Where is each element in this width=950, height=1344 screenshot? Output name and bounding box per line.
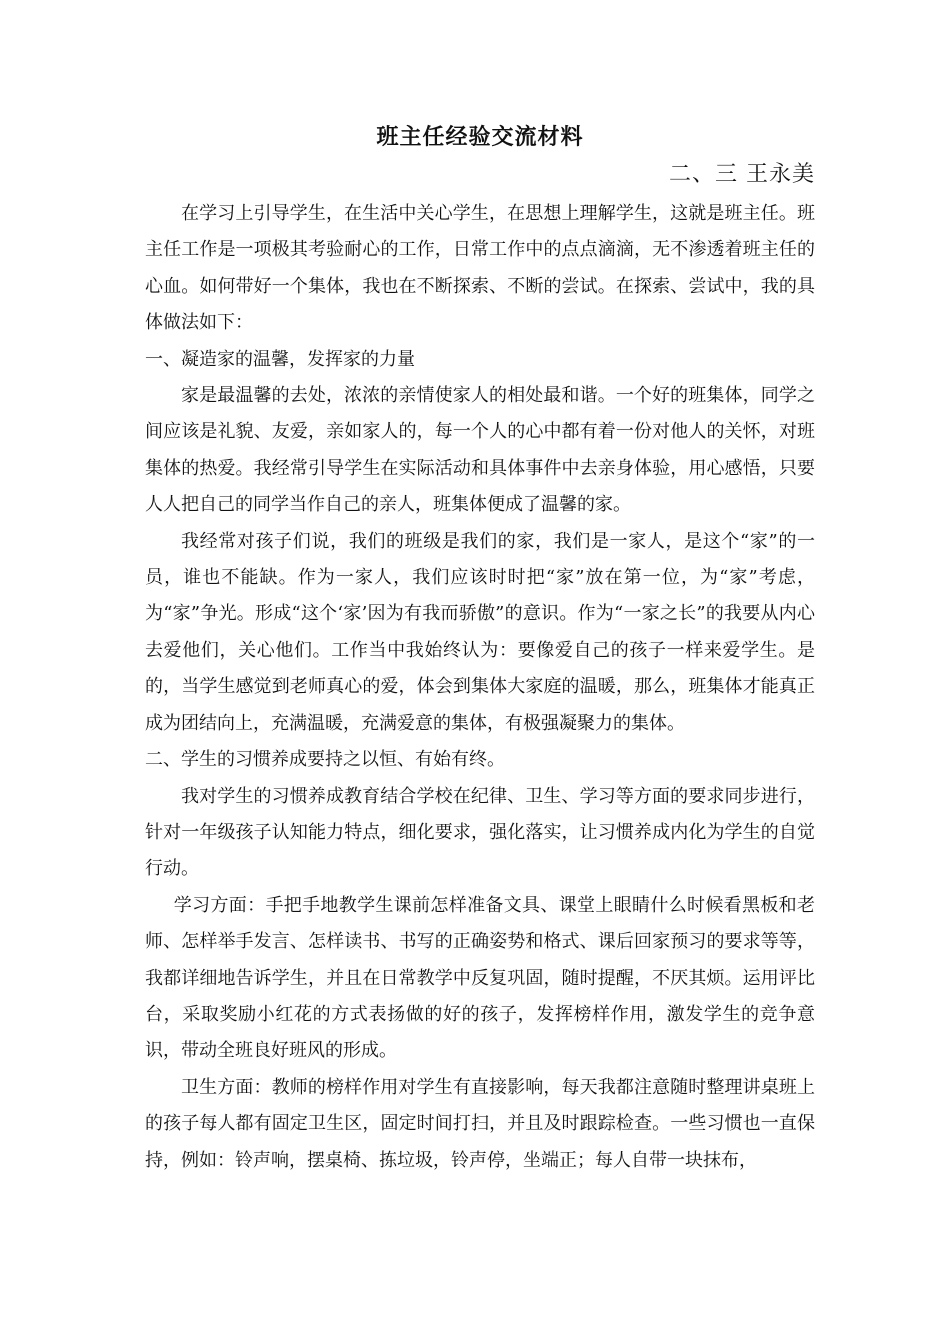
section-2-paragraph-1: 我对学生的习惯养成教育结合学校在纪律、卫生、学习等方面的要求同步进行，针对一年级孩子认知能力特点，细化要求，强化落实，让习惯养成内化为学生的自觉行动。 [145, 785, 815, 880]
intro-paragraph: 在学习上引导学生，在生活中关心学生，在思想上理解学生，这就是班主任。班主任工作是一项极其考验耐心的工作，日常工作中的点点滴滴，无不渗透着班主任的心血。如何带好一个集体，我也在不断探索、不断的尝试。在探索、尝试中，我的具体做法如下： [145, 203, 815, 334]
section-1-paragraph-1: 家是最温馨的去处，浓浓的亲情使家人的相处最和谐。一个好的班集体，同学之间应该是礼貌、友爱，亲如家人的，每一个人的心中都有着一份对他人的关怀，对班集体的热爱。我经常引导学生在实际活动和具体事件中去亲身体验，用心感悟，只要人人把自己的同学当作自己的亲人，班集体便成了温馨的家。 [145, 385, 815, 516]
hygiene-paragraph: 卫生方面：教师的榜样作用对学生有直接影响，每天我都注意随时整理讲桌班上的孩子每人都有固定卫生区，固定时间打扫，并且及时跟踪检查。一些习惯也一直保持，例如：铃声响，摆桌椅、拣垃圾，铃声停，坐端正；每人自带一块抹布， [145, 1076, 815, 1171]
section-heading-2: 二、学生的习惯养成要持之以恒、有始有终。 [145, 749, 505, 771]
section-1-paragraph-2: 我经常对孩子们说，我们的班级是我们的家，我们是一家人，是这个“家”的一员，谁也不能缺。作为一家人，我们应该时时把“家”放在第一位，为“家”考虑，为“家”争光。形成“这个‘家’因为有我而骄傲”的意识。作为“一家之长”的我要从内心去爱他们，关心他们。工作当中我始终认为：要像爱自己的孩子一样来爱学生。是的，当学生感觉到老师真心的爱，体会到集体大家庭的温暖，那么，班集体才能真正成为团结向上，充满温暖，充满爱意的集体，有极强凝聚力的集体。 [145, 530, 815, 734]
document-page [145, 118, 815, 1179]
study-paragraph: 学习方面：手把手地教学生课前怎样准备文具、课堂上眼睛什么时候看黑板和老师、怎样举手发言、怎样读书、书写的正确姿势和格式、课后回家预习的要求等等，我都详细地告诉学生，并且在日常教学中反复巩固，随时提醒，不厌其烦。运用评比台，采取奖励小红花的方式表扬做的好的孩子，发挥榜样作用，激发学生的竞争意识，带动全班良好班风的形成。 [145, 894, 815, 1062]
section-heading-1: 一、凝造家的温馨，发挥家的力量 [145, 348, 415, 370]
document-title: 班主任经验交流材料 [376, 124, 584, 150]
document-author: 二、三 王永美 [669, 162, 815, 187]
